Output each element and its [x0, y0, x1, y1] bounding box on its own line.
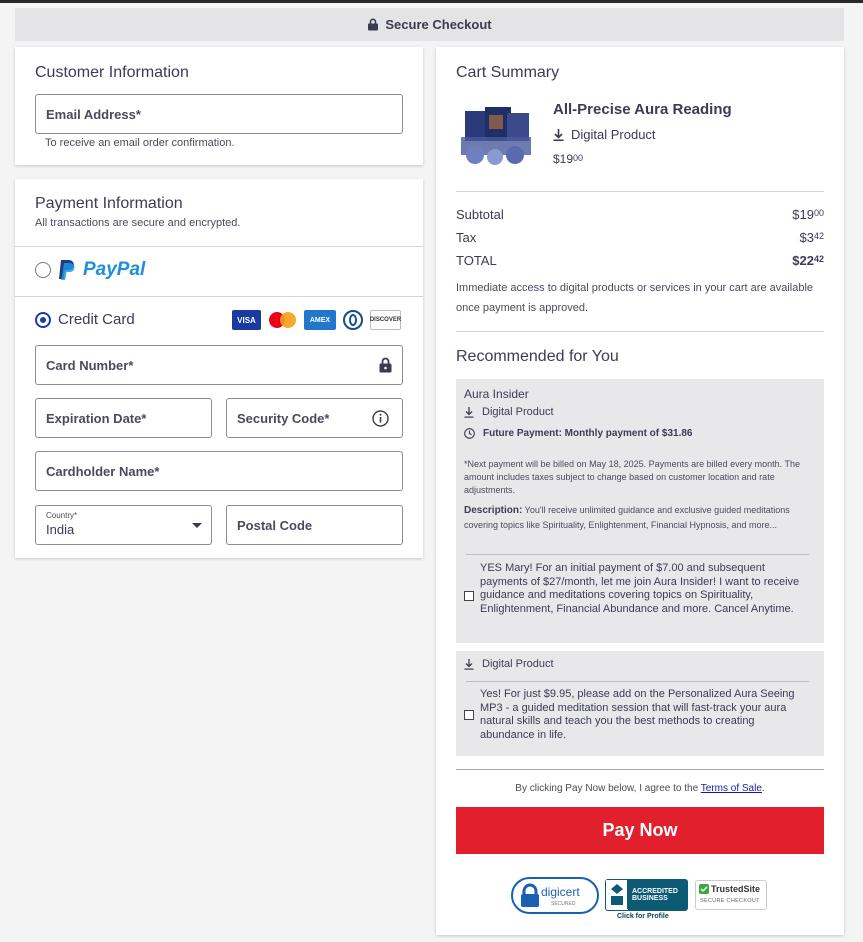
mastercard-icon: [268, 310, 297, 330]
caret-down-icon: [192, 523, 202, 529]
bbb-line1: ACCREDITED: [632, 888, 678, 895]
info-icon[interactable]: [372, 410, 389, 427]
offer2-checkbox[interactable]: [464, 710, 474, 720]
paypal-option[interactable]: [35, 259, 145, 281]
payment-divider-1: [15, 246, 423, 247]
bbb-box: [605, 879, 688, 911]
expiration-date-label: Expiration Date*: [46, 410, 147, 426]
trustedsite-badge[interactable]: [695, 880, 767, 910]
security-code-field[interactable]: [226, 398, 403, 438]
download-icon: [553, 129, 564, 141]
offer1-description-label: Description:: [464, 505, 523, 516]
cart-summary-title: Cart Summary: [456, 64, 560, 81]
offer1-description: [464, 503, 804, 532]
bbb-text: [628, 880, 687, 910]
postal-code-field[interactable]: [226, 505, 403, 545]
total-main: $22: [792, 253, 814, 268]
payment-divider-2: [15, 296, 423, 297]
offer1-future-payment-label: Future Payment: Monthly payment of $31.86: [483, 428, 693, 439]
total-cents: 42: [813, 254, 824, 264]
digicert-sub: SECURED: [551, 901, 576, 907]
email-label: Email Address*: [46, 106, 141, 122]
cardholder-name-field[interactable]: [35, 451, 403, 491]
total-label: TOTAL: [456, 253, 497, 268]
bbb-line2: BUSINESS: [632, 895, 668, 902]
lock-icon: [519, 883, 541, 909]
trustedsite-sub: SECURE CHECKOUT: [700, 898, 760, 904]
product-price: [553, 152, 583, 166]
offer-aura-insider: [456, 379, 824, 643]
offer2-type: [464, 658, 554, 670]
offer1-checkbox-text[interactable]: YES Mary! For an initial payment of $7.00 and subsequent payments of $27/month, let me join Aura Insider! I want to receive guidance and meditations covering topics on Spirituality, Enlightenment, Financial Abundance and more. Cancel Anytime.: [480, 562, 800, 615]
product-name: All-Precise Aura Reading: [553, 101, 732, 118]
card-number-label: Card Number*: [46, 357, 134, 373]
cart-summary-card: [436, 47, 844, 935]
trustedsite-top: [696, 881, 766, 894]
total-value: [792, 253, 824, 268]
terms-prefix: By clicking Pay Now below, I agree to the: [515, 783, 701, 794]
tax-value: [800, 230, 824, 245]
top-border: [0, 0, 863, 3]
banner-label: Secure Checkout: [385, 17, 492, 32]
offer1-type: [464, 406, 554, 418]
country-label: Country*: [46, 511, 78, 520]
amex-icon: AMEX: [304, 310, 336, 330]
tax-row: [456, 230, 824, 245]
cart-divider-1: [456, 191, 824, 192]
offer2-divider: [466, 681, 809, 682]
subtotal-label: Subtotal: [456, 207, 504, 222]
download-icon: [464, 407, 474, 418]
customer-info-title: Customer Information: [35, 64, 189, 81]
diners-icon: [343, 310, 363, 330]
offer-aura-seeing-mp3: [456, 651, 824, 756]
customer-info-card: [15, 47, 423, 165]
trustedsite-label: TrustedSite: [711, 884, 761, 894]
tax-cents: 42: [813, 231, 824, 241]
offer1-divider: [466, 554, 809, 555]
credit-card-label: Credit Card: [58, 311, 135, 328]
product-price-main: $19: [553, 152, 574, 166]
access-note: Immediate access to digital products or services in your cart are available once payment is approved.: [456, 282, 814, 314]
lock-icon: [379, 357, 392, 373]
bbb-logo-icon: [606, 880, 628, 909]
credit-card-radio[interactable]: [35, 312, 51, 328]
offer1-billing-note: *Next payment will be billed on May 18, 2025. Payments are billed every month. The amount includes taxes subject to change based on customer location and rate adjustments.: [464, 459, 801, 495]
country-value: India: [46, 522, 75, 537]
cart-divider-3: [456, 769, 824, 770]
security-code-label: Security Code*: [237, 410, 330, 426]
digicert-label: digicert: [541, 885, 580, 899]
payment-info-card: [15, 179, 423, 558]
pay-now-button[interactable]: Pay Now: [456, 807, 824, 854]
product-type: [553, 127, 656, 142]
paypal-label: PayPal: [83, 259, 146, 280]
offer2-type-label: Digital Product: [482, 658, 554, 670]
paypal-radio[interactable]: [35, 262, 51, 278]
offer1-checkbox[interactable]: [464, 591, 474, 601]
offer1-type-label: Digital Product: [482, 406, 554, 418]
postal-code-label: Postal Code: [237, 517, 313, 533]
clock-icon: [464, 428, 475, 439]
offer1-description-text: You'll receive unlimited guidance and exclusive guided meditations covering topics like Spirituality, Enlightenment, Financial Hypnosis, and more...: [464, 505, 790, 530]
cart-divider-2: [456, 331, 824, 332]
terms-suffix: .: [761, 783, 765, 794]
tax-label: Tax: [456, 230, 477, 245]
payment-info-subtitle: All transactions are secure and encrypted.: [35, 217, 241, 229]
credit-card-option[interactable]: [35, 311, 135, 328]
total-row: [456, 253, 824, 268]
terms-text: [456, 783, 824, 794]
product-type-label: Digital Product: [571, 127, 656, 142]
expiration-date-field[interactable]: [35, 398, 212, 438]
visa-icon: VISA: [232, 310, 261, 330]
secure-checkout-banner: [15, 8, 844, 41]
download-icon: [464, 659, 474, 670]
bbb-footer: Click for Profile: [617, 913, 669, 920]
subtotal-cents: 00: [813, 208, 824, 218]
subtotal-main: $19: [792, 207, 814, 222]
subtotal-value: [792, 207, 824, 222]
offer2-checkbox-text[interactable]: Yes! For just $9.95, please add on the Personalized Aura Seeing MP3 - a guided meditation session that will fast-track your aura natural skills and teach you the best methods to creating abundance in life.: [480, 688, 795, 741]
country-select[interactable]: [35, 505, 212, 545]
paypal-logo-icon: [57, 259, 77, 281]
recommended-title: Recommended for You: [456, 348, 619, 365]
product-price-cents: 00: [573, 153, 584, 163]
lock-icon: [367, 18, 379, 31]
digicert-badge[interactable]: [511, 877, 599, 914]
email-field[interactable]: [35, 94, 403, 134]
card-brand-logos: [232, 310, 401, 330]
offer1-name: Aura Insider: [464, 387, 529, 401]
product-image: [457, 103, 537, 169]
bbb-badge[interactable]: [605, 879, 688, 922]
card-number-field[interactable]: [35, 345, 403, 385]
cardholder-name-label: Cardholder Name*: [46, 463, 160, 479]
payment-info-title: Payment Information: [35, 195, 183, 212]
check-icon: [699, 884, 709, 894]
subtotal-row: [456, 207, 824, 222]
offer1-future-payment: [464, 428, 693, 439]
tax-main: $3: [799, 230, 814, 245]
discover-icon: DISCOVER: [370, 310, 401, 330]
email-help-text: To receive an email order confirmation.: [45, 137, 235, 149]
terms-of-sale-link[interactable]: Terms of Sale: [700, 783, 762, 794]
